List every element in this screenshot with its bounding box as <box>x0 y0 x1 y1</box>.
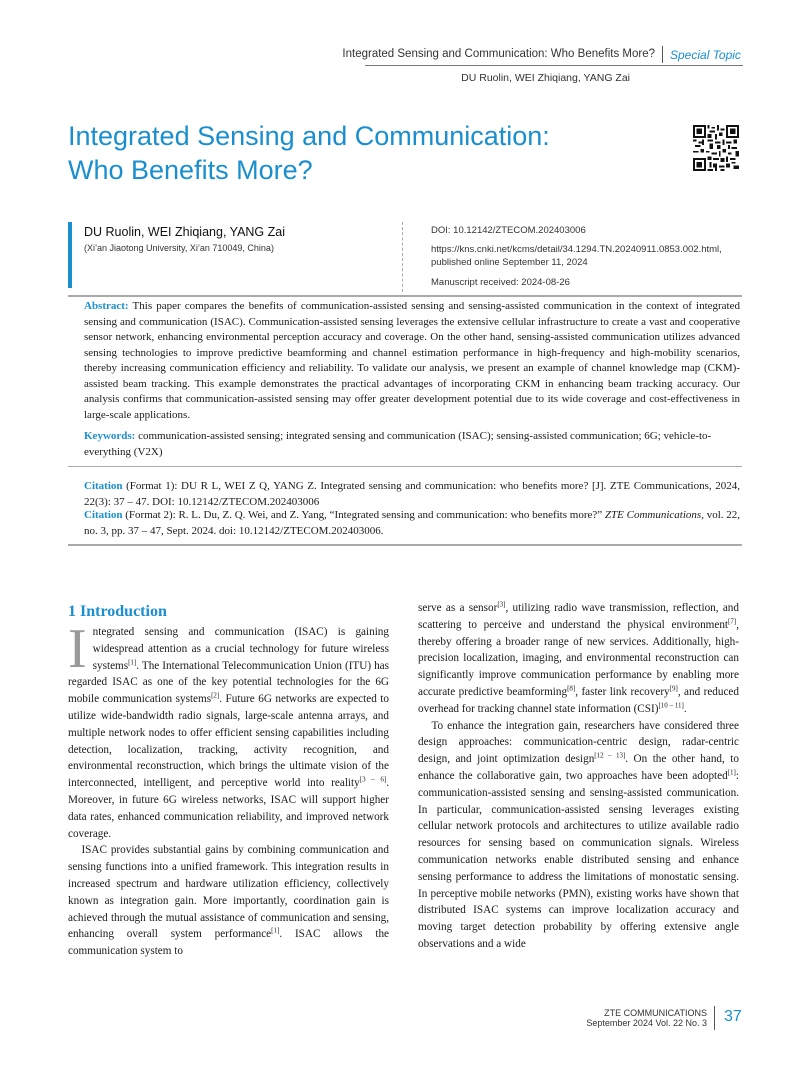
text-run: . The International Telecommunication Union (ITU) has regarded ISAC as one of the key potential technologies for the 6G mobile communication systems <box>68 659 389 706</box>
qr-code-icon <box>693 125 739 171</box>
citation-journal: ZTE Communications <box>604 509 702 521</box>
url-line: https://kns.cnki.net/kcms/detail/34.1294.TN.20240911.0853.002.html, <box>431 244 722 255</box>
paper-title-line1: Integrated Sensing and Communication: <box>68 121 550 151</box>
reference: [1] <box>727 768 736 777</box>
text-run: , faster link recovery <box>575 685 670 698</box>
running-authors: DU Ruolin, WEI Zhiqiang, YANG Zai <box>461 72 630 84</box>
keywords-label: Keywords: <box>84 430 136 442</box>
citation-top-rule <box>68 466 742 467</box>
text-run: , and reduced overhead for tracking channel state information (CSI) <box>418 685 739 715</box>
reference: [9] <box>669 684 678 693</box>
text-run: ntegrated sensing and communication (ISAC) is gaining widespread attention as a crucial technology for future wireless systems <box>92 626 389 672</box>
running-title: Integrated Sensing and Communication: Who Benefits More? <box>342 48 655 60</box>
reference: [7] <box>728 617 737 626</box>
meta-divider <box>402 222 403 292</box>
footer-divider <box>714 1006 715 1030</box>
header-rule <box>365 65 743 66</box>
citation-text: (Format 1): DU R L, WEI Z Q, YANG Z. Integrated sensing and communication: who benefits more? [J]. ZTE Communications, 2024, 22(3): 37 – 47. DOI: 10.12142/ZTECOM.202403006 <box>84 480 741 508</box>
citation-text: (Format 2): R. L. Du, Z. Q. Wei, and Z. Yang, “Integrated sensing and communication: who benefits more?” <box>125 509 603 521</box>
reference: [10 – 11] <box>658 701 684 710</box>
text-run: . Future 6G networks are expected to utilize wide-bandwidth radio signals, large-scale antenna arrays, and multiple network nodes to offer efficient sensing capabilities including detection, localization, tracking, activity recognition, and environmental reconstruction, which brings the ultimate vision of the interconnected, intelligent, and perceptive world into reality <box>68 693 389 790</box>
section-heading: 1 Introduction <box>68 603 167 620</box>
text-run: ISAC provides substantial gains by combining communication and sensing functions into a unified framework. This integration results in increased spectrum and hardware utilization efficiency, collectively known as integration gain. More importantly, coordination gain is achieved through the mutual assistance of communication and sensing, enhancing overall system performance <box>68 844 389 941</box>
text-run: , thereby offering a broader range of new services. Additionally, high-precision localization, imaging, and environmental reconstruction can significantly improve communication performance by enabling more accurate predictive beamforming <box>418 618 739 698</box>
doi: DOI: 10.12142/ZTECOM.202403006 <box>431 225 586 236</box>
paper-title <box>68 119 668 187</box>
text-run: serve as a sensor <box>418 602 498 614</box>
keywords-text: communication-assisted sensing; integrated sensing and communication (ISAC); sensing-assisted communication; 6G; vehicle-to-everything (V2X) <box>84 430 712 458</box>
text-run: . ISAC allows the communication system to <box>68 928 389 958</box>
citation-text-tail: , vol. 22, no. 3, pp. 37 – 47, Sept. 2024. doi: 10.12142/ZTECOM.202403006. <box>84 509 741 537</box>
reference: [2] <box>211 691 220 700</box>
author-accent-bar <box>68 222 72 288</box>
left-column <box>68 618 389 960</box>
paragraph <box>418 718 739 953</box>
footer-issue: September 2024 Vol. 22 No. 3 <box>586 1018 707 1028</box>
affiliation: (Xi’an Jiaotong University, Xi’an 710049, China) <box>84 243 274 253</box>
paragraph <box>418 600 739 718</box>
abstract-top-rule <box>68 295 742 297</box>
right-column <box>418 600 739 953</box>
text-run: : communication-assisted sensing and sensing-assisted communication. In particular, communication-assisted sensing leverages existing cellular network protocols and architectures to utilize available radio resources for sensing based on communication signals. Wireless communication networks enable distributed sensing and enhance sensing performance to address the limitations of monostatic sensing. In perceptive mobile networks (PMN), existing works have shown that distributed ISAC systems can improve localization accuracy and moving target detection probability by offering extensive angle observations and a wide <box>418 769 739 950</box>
page-number: 37 <box>724 1008 742 1025</box>
reference: [3 – 6] <box>359 775 387 784</box>
abstract-label: Abstract: <box>84 300 129 312</box>
citation-format-1 <box>84 479 740 510</box>
reference: [1] <box>128 657 137 666</box>
abstract-text: This paper compares the benefits of communication-assisted sensing and sensing-assisted communication in the context of integrated sensing and communication (ISAC). Communication-assisted sensing leverages the extensive cellular infrastructure to create a vast and cooperative sensor network, enhancing environmental perception accuracy and coverage. On the other hand, sensing-assisted communication utilizes advanced sensing technologies to improve predictive beamforming and channel estimation performance in high-frequency and high-mobility scenarios, thereby increasing communication efficiency and reliability. To validate our analysis, we present an example of channel knowledge map (CKM)-assisted beam tracking. This example demonstrates the practical advantages of incorporating CKM in enhancing beam tracking accuracy. Our analysis confirms that communication-assisted sensing may offer greater development potential due to its wide coverage and cost-effectiveness in large-scale applications. <box>84 300 740 421</box>
section-tag: Special Topic <box>670 48 741 62</box>
drop-cap: I <box>68 618 87 680</box>
citation-label: Citation <box>84 509 123 521</box>
published-online: published online September 11, 2024 <box>431 257 588 268</box>
reference: [8] <box>567 684 576 693</box>
citation-format-2 <box>84 508 740 539</box>
text-run: . On the other hand, to enhance the collaborative gain, two approaches have been adopted <box>418 753 739 782</box>
text-run: . <box>683 702 687 715</box>
header-divider <box>662 46 663 63</box>
citation-label: Citation <box>84 480 123 492</box>
footer-journal: ZTE COMMUNICATIONS <box>604 1008 707 1018</box>
abstract <box>84 299 740 423</box>
paragraph <box>68 842 389 960</box>
reference: [3] <box>497 600 506 609</box>
publication-url <box>431 243 722 269</box>
text-run: To enhance the integration gain, researchers have considered three design approaches: communication-centric design, radar-centric design, and joint optimization design <box>418 719 739 766</box>
keywords <box>84 429 740 460</box>
paragraph <box>68 618 389 842</box>
citation-bottom-rule <box>68 544 742 546</box>
reference: [12 – 13] <box>594 751 626 760</box>
paper-title-line2: Who Benefits More? <box>68 155 313 185</box>
manuscript-received: Manuscript received: 2024-08-26 <box>431 277 570 288</box>
text-run: , utilizing radio wave transmission, reflection, and scattering to perceive and understand the physical environment <box>418 602 739 631</box>
author-list: DU Ruolin, WEI Zhiqiang, YANG Zai <box>84 225 285 239</box>
reference: [1] <box>271 926 280 935</box>
text-run: . Moreover, in future 6G wireless networks, ISAC will support higher data rates, enhanced communication reliability, and improved network coverage. <box>68 777 389 840</box>
